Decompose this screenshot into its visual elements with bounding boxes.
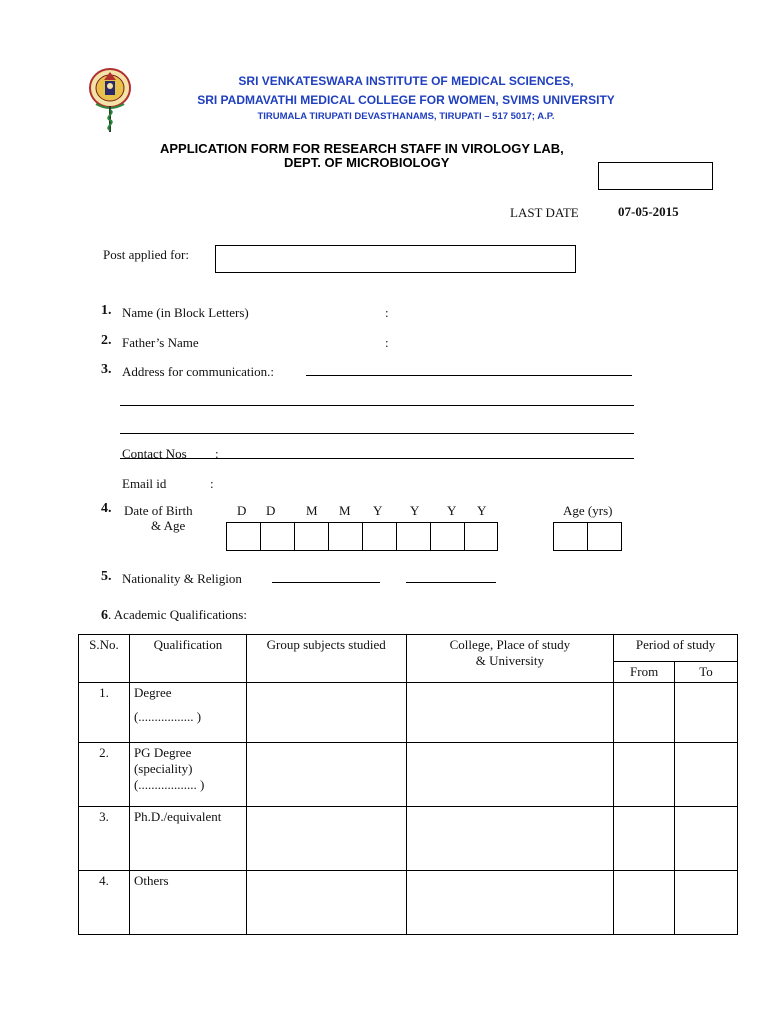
row-to-cell[interactable]: [675, 807, 738, 871]
name-label: Name (in Block Letters): [122, 305, 249, 320]
dob-box[interactable]: [328, 522, 363, 551]
age-label: Age (yrs): [563, 503, 613, 518]
header-college: [406, 635, 614, 683]
table-row: [79, 683, 738, 743]
row-to-cell[interactable]: [675, 743, 738, 807]
dob-letter: M: [339, 503, 351, 518]
college-name: SRI PADMAVATHI MEDICAL COLLEGE FOR WOMEN, SVIMS UNIVERSITY: [197, 93, 615, 107]
row-sno: 1.: [79, 683, 130, 743]
field-1-number: 1.: [101, 303, 112, 318]
dob-letter: Y: [410, 503, 420, 518]
dob-box[interactable]: [430, 522, 465, 551]
row-college-cell[interactable]: [406, 683, 614, 743]
row-college-cell[interactable]: [406, 807, 614, 871]
dob-letter: D: [266, 503, 276, 518]
row-group-cell[interactable]: [246, 807, 406, 871]
row-to-cell[interactable]: [675, 683, 738, 743]
row-from-cell[interactable]: [614, 807, 675, 871]
dob-letter: Y: [477, 503, 487, 518]
post-applied-label: Post applied for:: [103, 247, 189, 262]
row-sno: 4.: [79, 871, 130, 935]
dob-box[interactable]: [294, 522, 329, 551]
address-line-3[interactable]: [120, 433, 634, 434]
row-group-cell[interactable]: [246, 683, 406, 743]
field-6-number: 6: [101, 608, 108, 623]
address-line-2[interactable]: [120, 405, 634, 406]
dob-box[interactable]: [362, 522, 397, 551]
row-qualification-line1: PG Degree: [133, 745, 192, 760]
last-date-label: LAST DATE: [510, 205, 579, 220]
row-qualification-line3: (................. ): [133, 709, 202, 724]
header-from: From: [614, 662, 675, 683]
header-qualification: Qualification: [129, 635, 246, 683]
field-5-number: 5.: [101, 569, 112, 584]
field-4-number: 4.: [101, 501, 112, 516]
row-qualification: Others: [129, 871, 246, 935]
dob-box[interactable]: [260, 522, 295, 551]
table-row: [79, 807, 738, 871]
row-group-cell[interactable]: [246, 743, 406, 807]
row-from-cell[interactable]: [614, 683, 675, 743]
row-qualification: [129, 683, 246, 743]
row-from-cell[interactable]: [614, 743, 675, 807]
father-name-label: Father’s Name: [122, 335, 199, 350]
dob-box[interactable]: [396, 522, 431, 551]
row-qualification-line2: (speciality): [133, 761, 193, 776]
dob-label: Date of Birth: [124, 503, 193, 518]
header-to: To: [675, 662, 738, 683]
row-from-cell[interactable]: [614, 871, 675, 935]
nationality-label: Nationality & Religion: [122, 571, 242, 586]
header-period: Period of study: [614, 635, 738, 662]
institute-name: SRI VENKATESWARA INSTITUTE OF MEDICAL SCIENCES,: [238, 74, 574, 88]
row-qualification: Ph.D./equivalent: [129, 807, 246, 871]
contact-line[interactable]: [120, 458, 634, 459]
dob-letter: M: [306, 503, 318, 518]
academic-table: [78, 634, 738, 935]
name-colon: :: [385, 305, 389, 320]
religion-line[interactable]: [406, 582, 496, 583]
institute-address: TIRUMALA TIRUPATI DEVASTHANAMS, TIRUPATI – 517 5017; A.P.: [257, 111, 555, 122]
post-applied-field[interactable]: [215, 245, 576, 273]
row-qualification: [129, 743, 246, 807]
row-college-cell[interactable]: [406, 743, 614, 807]
row-qualification-line1: Degree: [133, 685, 172, 700]
age-box[interactable]: [553, 522, 588, 551]
row-college-cell[interactable]: [406, 871, 614, 935]
header-college-line2: & University: [475, 653, 544, 668]
email-label: Email id: [122, 476, 167, 491]
email-colon: :: [210, 476, 214, 491]
father-name-colon: :: [385, 335, 389, 350]
header-group-subjects: Group subjects studied: [246, 635, 406, 683]
table-row: [79, 743, 738, 807]
header-college-line1: College, Place of study: [449, 637, 571, 652]
svims-emblem-icon: [86, 66, 134, 134]
address-label: Address for communication.:: [122, 364, 274, 379]
academic-heading: [101, 607, 247, 624]
contact-label: Contact Nos: [122, 446, 187, 461]
row-to-cell[interactable]: [675, 871, 738, 935]
age-sub-label: & Age: [151, 518, 186, 533]
header-sno: S.No.: [79, 635, 130, 683]
age-box[interactable]: [587, 522, 622, 551]
row-sno: 2.: [79, 743, 130, 807]
last-date-value: 07-05-2015: [618, 204, 679, 219]
dob-letter: Y: [447, 503, 457, 518]
form-title-line1: APPLICATION FORM FOR RESEARCH STAFF IN VIROLOGY LAB,: [160, 141, 564, 156]
field-2-number: 2.: [101, 333, 112, 348]
dob-box[interactable]: [226, 522, 261, 551]
nationality-line[interactable]: [272, 582, 380, 583]
dob-box[interactable]: [464, 522, 498, 551]
form-title-line2: DEPT. OF MICROBIOLOGY: [284, 155, 450, 170]
row-group-cell[interactable]: [246, 871, 406, 935]
row-sno: 3.: [79, 807, 130, 871]
photo-box[interactable]: [598, 162, 713, 190]
address-line-1[interactable]: [306, 375, 632, 376]
table-row: [79, 871, 738, 935]
dob-letter: Y: [373, 503, 383, 518]
academic-label: . Academic Qualifications:: [108, 607, 247, 622]
field-3-number: 3.: [101, 362, 112, 377]
row-qualification-line3: (.................. ): [133, 777, 205, 792]
contact-colon: :: [215, 446, 219, 461]
dob-letter: D: [237, 503, 247, 518]
